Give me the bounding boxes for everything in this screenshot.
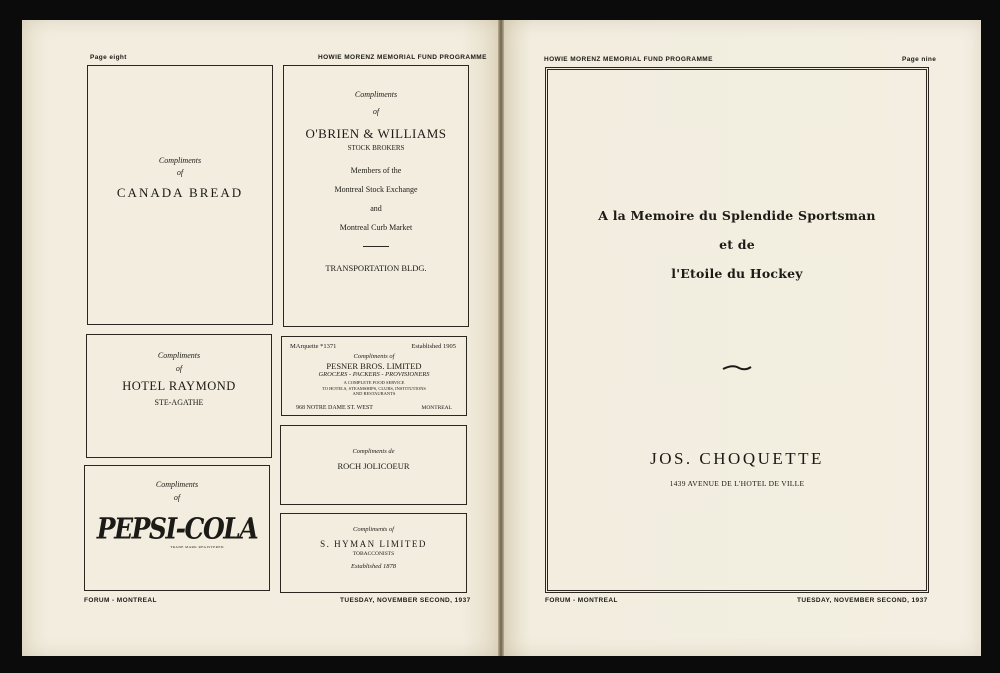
advertiser-name: S. HYMAN LIMITED xyxy=(320,539,427,549)
pepsi-cola-logo: PEPSI-COLA xyxy=(96,511,258,546)
divider-rule xyxy=(363,246,389,247)
curb-market-line: Montreal Curb Market xyxy=(339,223,413,232)
compliments-text: Compliments xyxy=(158,156,202,165)
book-gutter xyxy=(498,20,504,656)
of-text: of xyxy=(176,168,184,177)
advertiser-trades: GROCERS - PACKERS - PROVISIONERS xyxy=(318,371,430,378)
left-page-number: Page eight xyxy=(90,54,127,61)
right-footer-date: TUESDAY, NOVEMBER SECOND, 1937 xyxy=(797,597,928,604)
trademark-text: TRADE MARK REGISTERED xyxy=(170,545,224,549)
phone-number: MArquette *1371 xyxy=(290,343,337,350)
ad-hotel-raymond xyxy=(86,334,272,458)
advertiser-name: JOS. CHOQUETTE xyxy=(650,449,824,468)
and-line: and xyxy=(370,204,382,213)
ad-canada-bread xyxy=(87,65,273,325)
advertiser-name: ROCH JOLICOEUR xyxy=(337,461,410,471)
advertiser-address: 1439 AVENUE DE L'HOTEL DE VILLE xyxy=(669,479,805,488)
left-footer-date: TUESDAY, NOVEMBER SECOND, 1937 xyxy=(340,597,471,604)
left-programme-title: HOWIE MORENZ MEMORIAL FUND PROGRAMME xyxy=(318,54,487,61)
service-line-2: TO HOTELS, STEAMSHIPS, CLUBS, INSTITUTIONS xyxy=(322,385,426,391)
right-programme-title: HOWIE MORENZ MEMORIAL FUND PROGRAMME xyxy=(544,56,713,63)
advertiser-name: O'BRIEN & WILLIAMS xyxy=(305,126,447,141)
tribute-line-3: l'Etoile du Hockey xyxy=(671,266,803,281)
of-text: of xyxy=(173,493,181,502)
established-date: Established 1878 xyxy=(351,563,396,570)
tribute-line-1: A la Memoire du Splendide Sportsman xyxy=(598,208,876,223)
compliments-text: Compliments xyxy=(354,90,398,99)
ad-jos-choquette xyxy=(545,67,929,593)
advertiser-subtitle: STOCK BROKERS xyxy=(347,144,405,152)
established-date: Established 1905 xyxy=(411,343,456,350)
advertiser-location: STE-AGATHE xyxy=(154,398,204,407)
exchange-line: Montreal Stock Exchange xyxy=(334,185,418,194)
of-text: of xyxy=(372,107,380,116)
ad-hyman-limited xyxy=(280,513,467,593)
advertiser-subtitle: TOBACCONISTS xyxy=(352,551,395,557)
right-page-number: Page nine xyxy=(902,56,937,63)
service-line-1: A COMPLETE FOOD SERVICE xyxy=(343,380,405,385)
advertiser-name: PESNER BROS. LIMITED xyxy=(326,361,422,371)
advertiser-name: HOTEL RAYMOND xyxy=(122,379,236,393)
ad-obrien-williams xyxy=(283,65,469,327)
tribute-line-2: et de xyxy=(719,237,755,252)
ornament-flourish xyxy=(717,363,757,373)
ad-pepsi-cola xyxy=(84,465,270,591)
members-line: Members of the xyxy=(350,166,402,175)
advertiser-address: 968 NOTRE DAME ST. WEST xyxy=(296,405,373,411)
compliments-text: Compliments of xyxy=(353,526,394,533)
right-footer-venue: FORUM - MONTREAL xyxy=(545,597,618,604)
ad-pesner-bros xyxy=(281,336,467,416)
compliments-text: Compliments xyxy=(157,351,201,360)
service-line-3: AND RESTAURANTS xyxy=(352,391,396,396)
compliments-text: Compliments of xyxy=(353,353,395,360)
advertiser-address: TRANSPORTATION BLDG. xyxy=(325,263,427,273)
of-text: of xyxy=(175,364,183,373)
compliments-text: Compliments xyxy=(155,480,199,489)
advertiser-city: MONTREAL xyxy=(421,405,452,411)
left-footer-venue: FORUM - MONTREAL xyxy=(84,597,157,604)
advertiser-name: CANADA BREAD xyxy=(116,185,244,200)
ad-roch-jolicoeur xyxy=(280,425,467,505)
compliments-text: Compliments de xyxy=(352,448,395,455)
